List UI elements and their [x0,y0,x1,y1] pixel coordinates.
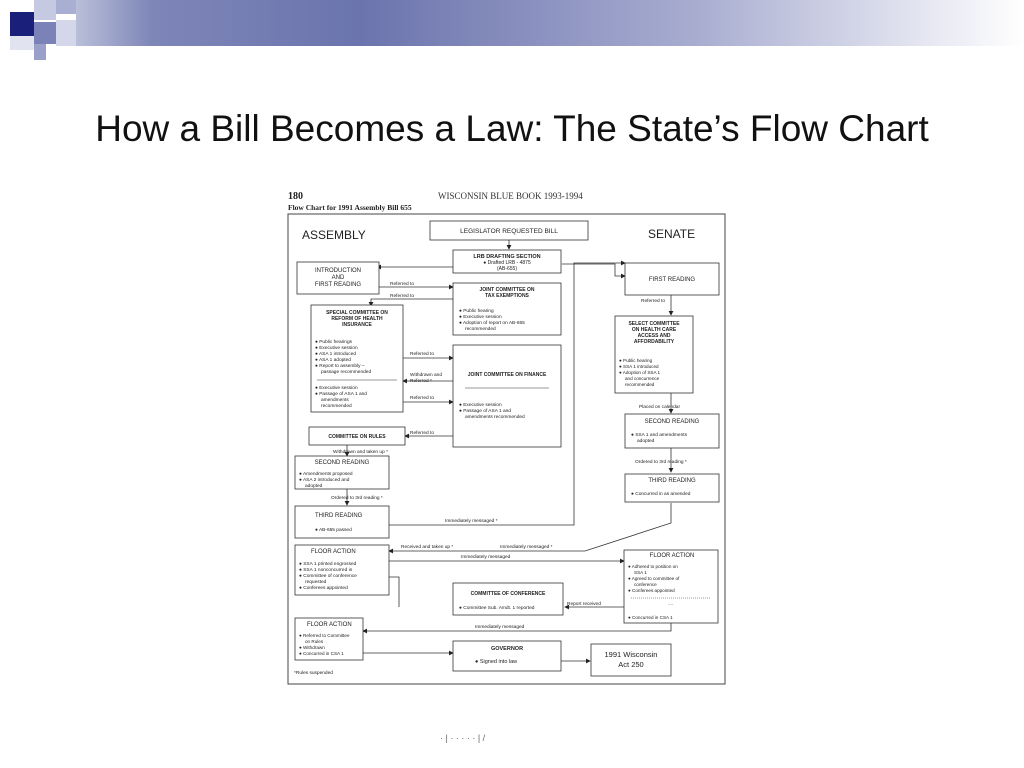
special-b9: amendments [321,398,349,403]
floor-s-b4: conference [634,582,657,587]
label-referred-1: Referred to [390,282,414,287]
governor-b1: ● Signed into law [475,659,518,665]
select-title3: ACCESS AND [637,333,671,339]
floor-a2-title: FLOOR ACTION [307,622,352,628]
lrb-line2: (AB-655) [496,266,518,272]
label-referred-senate: Referred to [641,299,665,304]
lrb-title: LRB DRAFTING SECTION [473,254,541,260]
floor-a1-b1: ● SSA 1 printed engrossed [299,562,357,567]
floor-s-title: FLOOR ACTION [649,553,695,559]
senate-first-text: FIRST READING [648,277,696,283]
jcte-title1: JOINT COMMITTEE ON [479,287,535,293]
floor-a2-b3: ● Withdrawn [299,645,325,650]
title-bar-decoration [0,0,1024,60]
special-b6: passage recommended [321,370,372,375]
intro-line3: FIRST READING [314,282,362,288]
floor-a2-b1: ● Referred to Committee [299,633,350,638]
governor-title: GOVERNOR [490,646,524,652]
special-b3: ● ASA 1 introduced [315,352,357,357]
title-bar-gradient [76,0,1024,46]
decor-square-light [10,36,34,50]
select-title4: AFFORDABILITY [633,339,675,345]
assembly-label: ASSEMBLY [302,228,366,242]
third-a-b1: ● AB-655 passed [315,528,352,533]
floor-a1-b4: requested [305,580,327,585]
jcte-b3: ● Adoption of report on AB-655 [459,321,525,326]
special-b1: ● Public hearings [315,340,353,345]
second-s-b1: ● SSA 1 and amendments [631,433,687,438]
select-title2: ON HEALTH CARE [631,327,677,333]
label-messaged-3: Immediately messaged [461,555,511,560]
label-messaged-2: Immediately messaged * [500,545,553,550]
assembly-third-reading-box [295,506,389,538]
finance-b2: ● Passage of ASA 1 and [459,409,511,414]
slide-title: How a Bill Becomes a Law: The State’s Flow Chart [95,108,929,149]
page-number: 180 [288,191,303,202]
label-withdrawn-2: Referred * [410,379,432,384]
decor-square-mid [34,0,56,20]
second-a-b2: ● ASA 2 introduced and [299,478,350,483]
label-referred-5: Referred to [410,431,434,436]
floor-s-b1: ● Adhered to position on [628,564,678,569]
jcte-title2: TAX EXEMPTIONS [485,293,529,299]
floor-s-b5: ● Conferees appointed [628,588,675,593]
select-b5: recommended [625,382,655,387]
special-b7: ● Executive session [315,386,358,391]
conference-b1: ● Committee Sub. Amdt. 1 reported [459,606,535,611]
label-messaged-1: Immediately messaged * [445,519,498,524]
requested-text: LEGISLATOR REQUESTED BILL [460,228,558,235]
label-placed-calendar: Placed on calendar [639,405,681,410]
special-title2: REFORM OF HEALTH [331,316,383,322]
senate-label: SENATE [648,227,696,241]
footnote: *Rules suspended [294,671,333,676]
third-s-title: THIRD READING [648,478,696,484]
flow-chart-document [285,185,730,690]
jcte-b4: recommended [465,327,496,332]
special-b5: ● Report to assembly – [315,364,365,369]
special-b10: recommended [321,404,352,409]
special-b4: ● ASA 1 adopted [315,358,351,363]
floor-a2-b4: ● Concurred in CSA 1 [299,651,344,656]
act-line1: 1991 Wisconsin [604,650,658,659]
select-title1: SELECT COMMITTEE [628,321,680,327]
finance-b3: amendments recommended [465,415,525,420]
floor-a1-b5: ● Conferees appointed [299,586,348,591]
intro-line1: INTRODUCTION [315,268,361,274]
conference-title: COMMITTEE OF CONFERENCE [470,591,546,597]
floor-s-b6: .... [668,601,674,606]
label-ordered-3rd-a: Ordered to 3rd reading * [331,496,383,501]
select-b4: and concurrence [625,376,660,381]
chart-title: Flow Chart for 1991 Assembly Bill 655 [288,203,412,212]
label-withdrawn-taken-up: Withdrawn and taken up * [333,450,388,455]
label-referred-2: Referred to [390,294,414,299]
decor-square-mid [34,44,46,60]
lrb-line1: ● Drafted LRB - 4875 [483,260,531,266]
third-s-b1: ● Concurred in as amended [631,492,691,497]
finance-title: JOINT COMMITTEE ON FINANCE [467,372,547,378]
floor-s-b7: ● Concurred in CSA 1 [628,615,673,620]
floor-s-b2: SSA 1 [634,570,647,575]
finance-b1: ● Executive session [459,403,502,408]
jcte-b2: ● Executive session [459,315,502,320]
act-line2: Act 250 [618,660,644,669]
label-ordered-3rd-s: Ordered to 3rd reading * [635,460,687,465]
label-referred-4: Referred to [410,396,434,401]
floor-a1-b2: ● SSA 1 nonconcurred in [299,568,353,573]
joint-committee-finance-box [453,345,561,447]
label-report-received: Report received [567,602,601,607]
slide-footer: · | · · · · · | / [440,733,486,743]
second-s-title: SECOND READING [644,419,700,425]
decor-square-light [56,20,76,46]
floor-s-b3: ● Agreed to committee of [628,576,680,581]
floor-a1-title: FLOOR ACTION [311,549,356,555]
decor-square-mid [56,0,76,14]
third-a-title: THIRD READING [315,513,363,519]
select-b1: ● Public hearing [619,358,653,363]
second-a-b1: ● Amendments proposed [299,472,353,477]
select-b3: ● Adoption of SSA 1 [619,370,661,375]
second-a-title: SECOND READING [314,460,370,466]
special-b8: ● Passage of ASA 1 and [315,392,367,397]
decor-square-mid [34,22,56,44]
special-title3: INSURANCE [342,322,372,328]
second-a-b3: adopted [305,484,323,489]
second-s-b2: adopted [637,439,655,444]
label-received-taken-up: Received and taken up * [401,545,454,550]
label-withdrawn-1: Withdrawn and [410,373,442,378]
decor-square-navy [10,12,34,36]
jcte-b1: ● Public hearing [459,309,494,314]
label-referred-3: Referred to [410,352,434,357]
label-messaged-4: Immediately messaged [475,625,525,630]
special-title1: SPECIAL COMMITTEE ON [326,310,388,316]
special-b2: ● Executive session [315,346,358,351]
rules-text: COMMITTEE ON RULES [328,434,386,440]
intro-line2: AND [331,275,345,281]
select-b2: ● SSA 1 introduced [619,364,659,369]
book-title: WISCONSIN BLUE BOOK 1993-1994 [438,191,583,201]
floor-a1-b3: ● Committee of conference [299,574,357,579]
floor-a2-b2: on Rules [305,639,324,644]
